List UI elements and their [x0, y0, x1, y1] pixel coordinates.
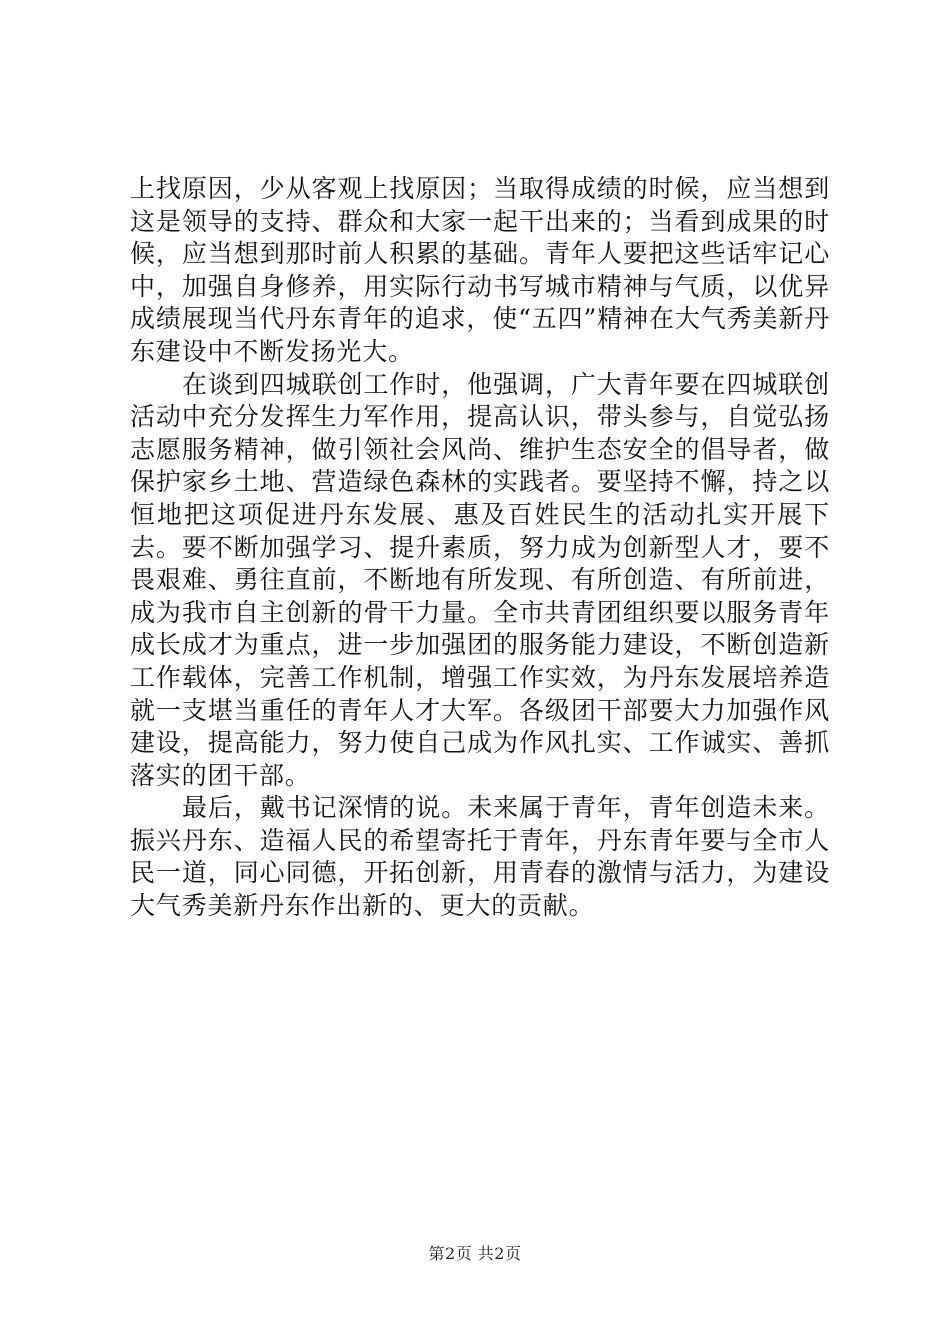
- paragraph-2: 在谈到四城联创工作时，他强调，广大青年要在四城联创活动中充分发挥生力军作用，提高认识，带头参与，自觉弘扬志愿服务精神，做引领社会风尚、维护生态安全的倡导者，做保护家乡土地、营造绿色森林的实践者。要坚持不懈，持之以恒地把这项促进丹东发展、惠及百姓民生的活动扎实开展下去。要不断加强学习、提升素质，努力成为创新型人才，要不畏艰难、勇往直前，不断地有所发现、有所创造、有所前进，成为我市自主创新的骨干力量。全市共青团组织要以服务青年成长成才为重点，进一步加强团的服务能力建设，不断创造新工作载体，完善工作机制，增强工作实效，为丹东发展培养造就一支堪当重任的青年人才大军。各级团干部要大力加强作风建设，提高能力，努力使自己成为作风扎实、工作诚实、善抓落实的团干部。: [130, 369, 830, 790]
- page-footer: 第2页 共2页: [428, 1244, 522, 1263]
- document-body: [130, 173, 830, 923]
- paragraph-1: 上找原因，少从客观上找原因；当取得成绩的时候，应当想到这是领导的支持、群众和大家一起干出来的；当看到成果的时候，应当想到那时前人积累的基础。青年人要把这些话牢记心中，加强自身修养，用实际行动书写城市精神与气质，以优异成绩展现当代丹东青年的追求，使“五四”精神在大气秀美新丹东建设中不断发扬光大。: [130, 174, 830, 366]
- paragraph-3: 最后，戴书记深情的说。未来属于青年，青年创造未来。振兴丹东、造福人民的希望寄托于青年，丹东青年要与全市人民一道，同心同德，开拓创新，用青春的激情与活力，为建设大气秀美新丹东作出新的、更大的贡献。: [130, 793, 830, 921]
